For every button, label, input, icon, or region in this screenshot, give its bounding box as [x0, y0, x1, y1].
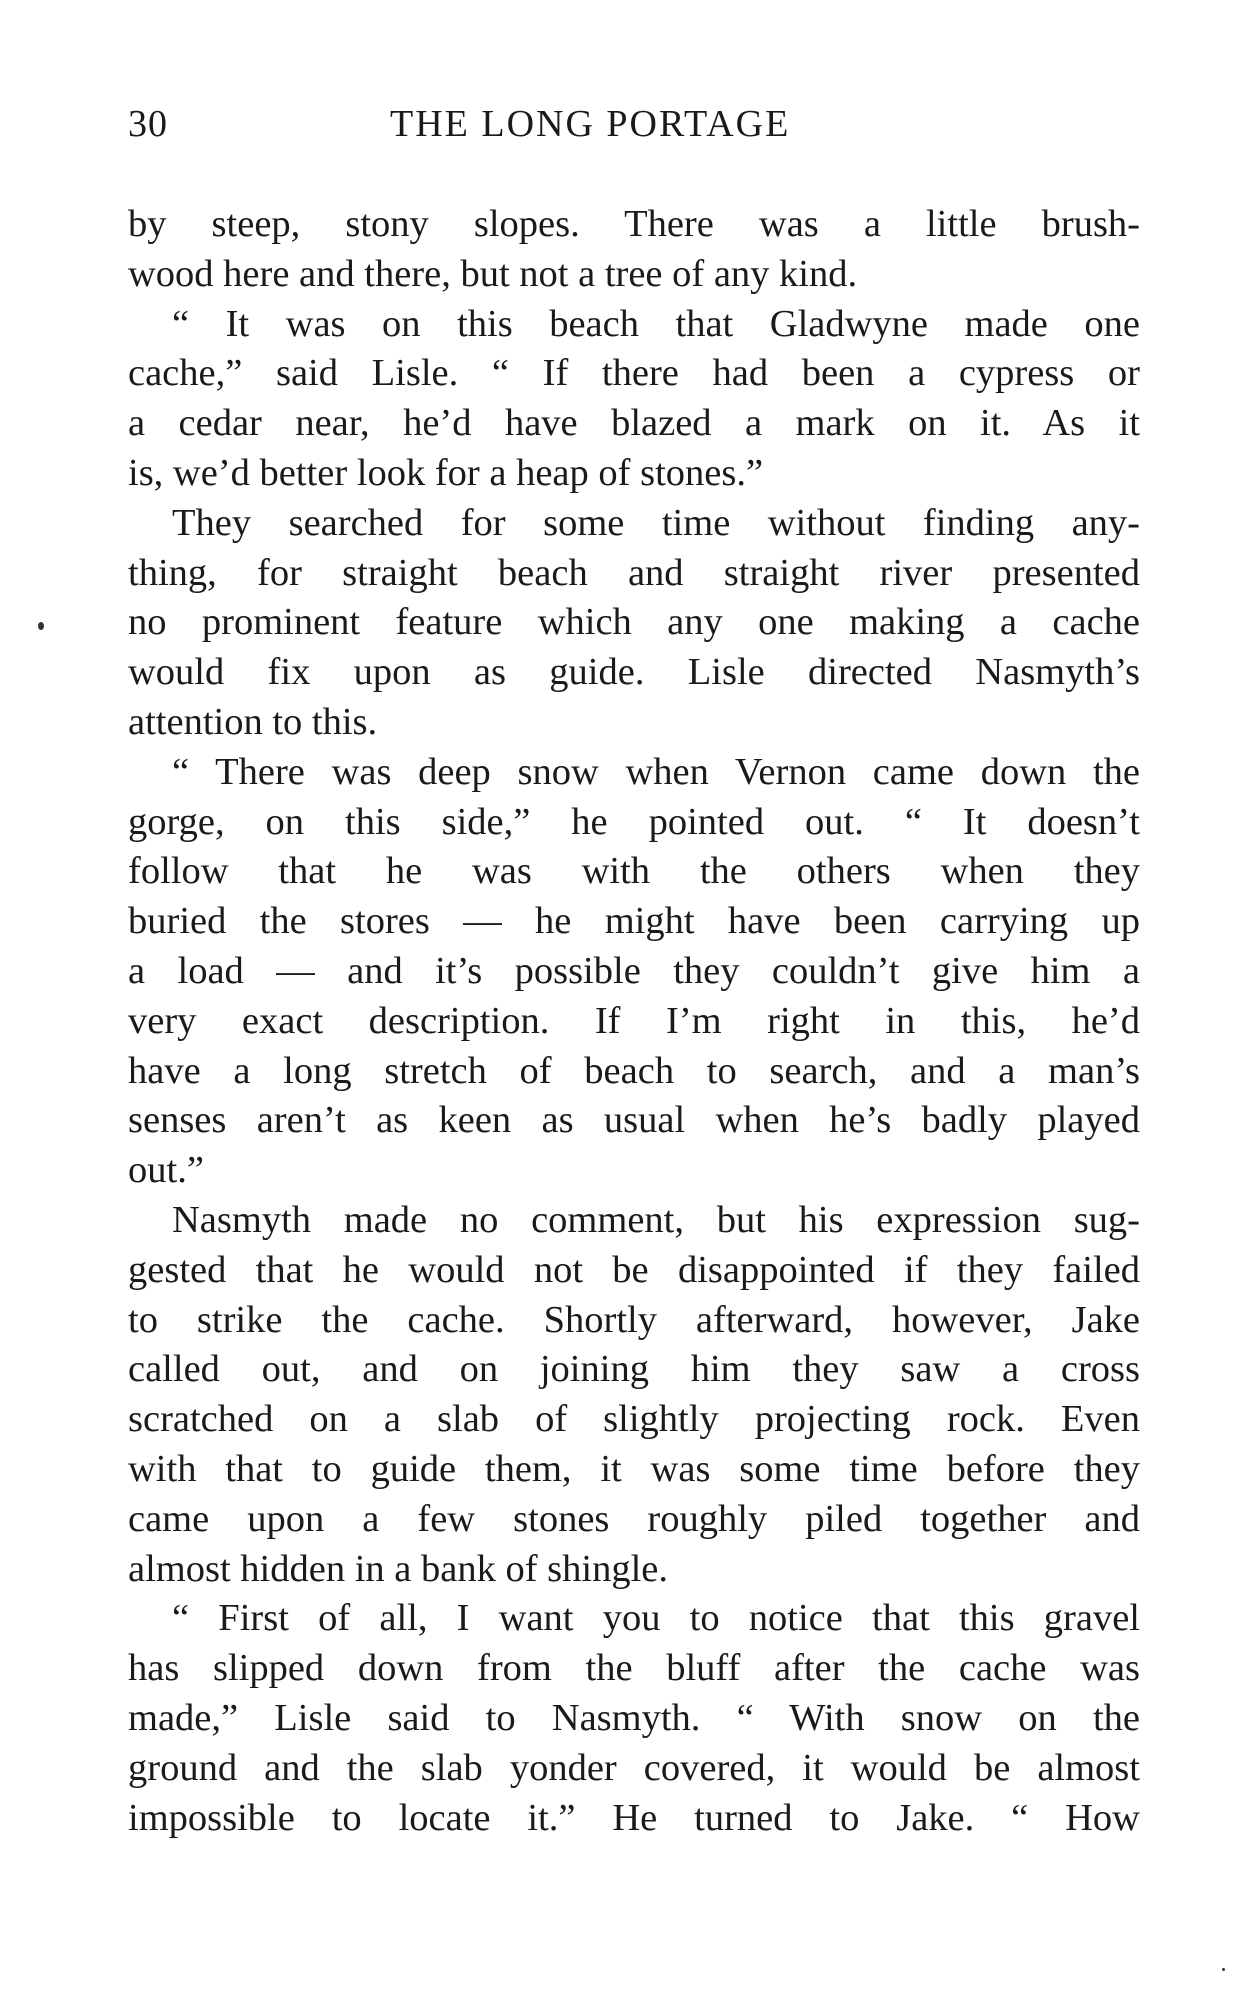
page-header	[128, 102, 1138, 162]
scan-speck	[1222, 1968, 1225, 1971]
text-line: thing, for straight beach and straight river presented	[128, 551, 1140, 594]
text-line: by steep, stony slopes. There was a little brush-	[128, 203, 1140, 245]
text-line: senses aren’t as keen as usual when he’s badly played	[128, 1099, 1140, 1142]
text-line: gested that he would not be disappointed if they failed	[128, 1248, 1140, 1291]
text-line: follow that he was with the others when they	[128, 850, 1140, 893]
text-line: no prominent feature which any one making a cache	[128, 601, 1140, 644]
running-head: THE LONG PORTAGE	[390, 103, 791, 145]
text-line: ground and the slab yonder covered, it would be almost	[128, 1746, 1140, 1789]
text-line: scratched on a slab of slightly projecting rock. Even	[128, 1398, 1140, 1441]
text-line: impossible to locate it.” He turned to Jake. “ How	[128, 1796, 1140, 1839]
body-text	[128, 200, 1140, 1843]
text-line: would fix upon as guide. Lisle directed Nasmyth’s	[128, 651, 1140, 694]
text-line: very exact description. If I’m right in this, he’d	[128, 999, 1140, 1042]
text-line: have a long stretch of beach to search, and a man’s	[128, 1049, 1140, 1092]
text-line: gorge, on this side,” he pointed out. “ It doesn’t	[128, 800, 1140, 843]
text-line: “ It was on this beach that Gladwyne made one	[172, 302, 1140, 345]
scan-speck	[38, 622, 44, 630]
text-line: Nasmyth made no comment, but his expression sug-	[172, 1198, 1140, 1241]
text-line: has slipped down from the bluff after the cache was	[128, 1647, 1140, 1690]
text-line: wood here and there, but not a tree of any kind.	[128, 252, 858, 295]
text-line: attention to this.	[128, 700, 378, 743]
text-line: almost hidden in a bank of shingle.	[128, 1547, 668, 1590]
text-line: cache,” said Lisle. “ If there had been a cypress or	[128, 352, 1140, 395]
text-line: to strike the cache. Shortly afterward, however, Jake	[128, 1298, 1140, 1341]
text-line: is, we’d better look for a heap of stones.”	[128, 451, 764, 494]
text-line: made,” Lisle said to Nasmyth. “ With snow on the	[128, 1696, 1140, 1739]
text-line: called out, and on joining him they saw a cross	[128, 1348, 1140, 1391]
text-line: with that to guide them, it was some time before they	[128, 1447, 1140, 1490]
text-line: out.”	[128, 1149, 204, 1192]
text-line: a cedar near, he’d have blazed a mark on it. As it	[128, 402, 1140, 445]
page-number: 30	[128, 103, 168, 145]
text-line: a load — and it’s possible they couldn’t give him a	[128, 949, 1140, 992]
text-line: buried the stores — he might have been carrying up	[128, 900, 1140, 943]
text-line: “ There was deep snow when Vernon came down the	[172, 750, 1140, 793]
text-line: came upon a few stones roughly piled together and	[128, 1497, 1140, 1540]
text-line: “ First of all, I want you to notice that this gravel	[172, 1597, 1140, 1640]
text-line: They searched for some time without finding any-	[172, 501, 1140, 544]
